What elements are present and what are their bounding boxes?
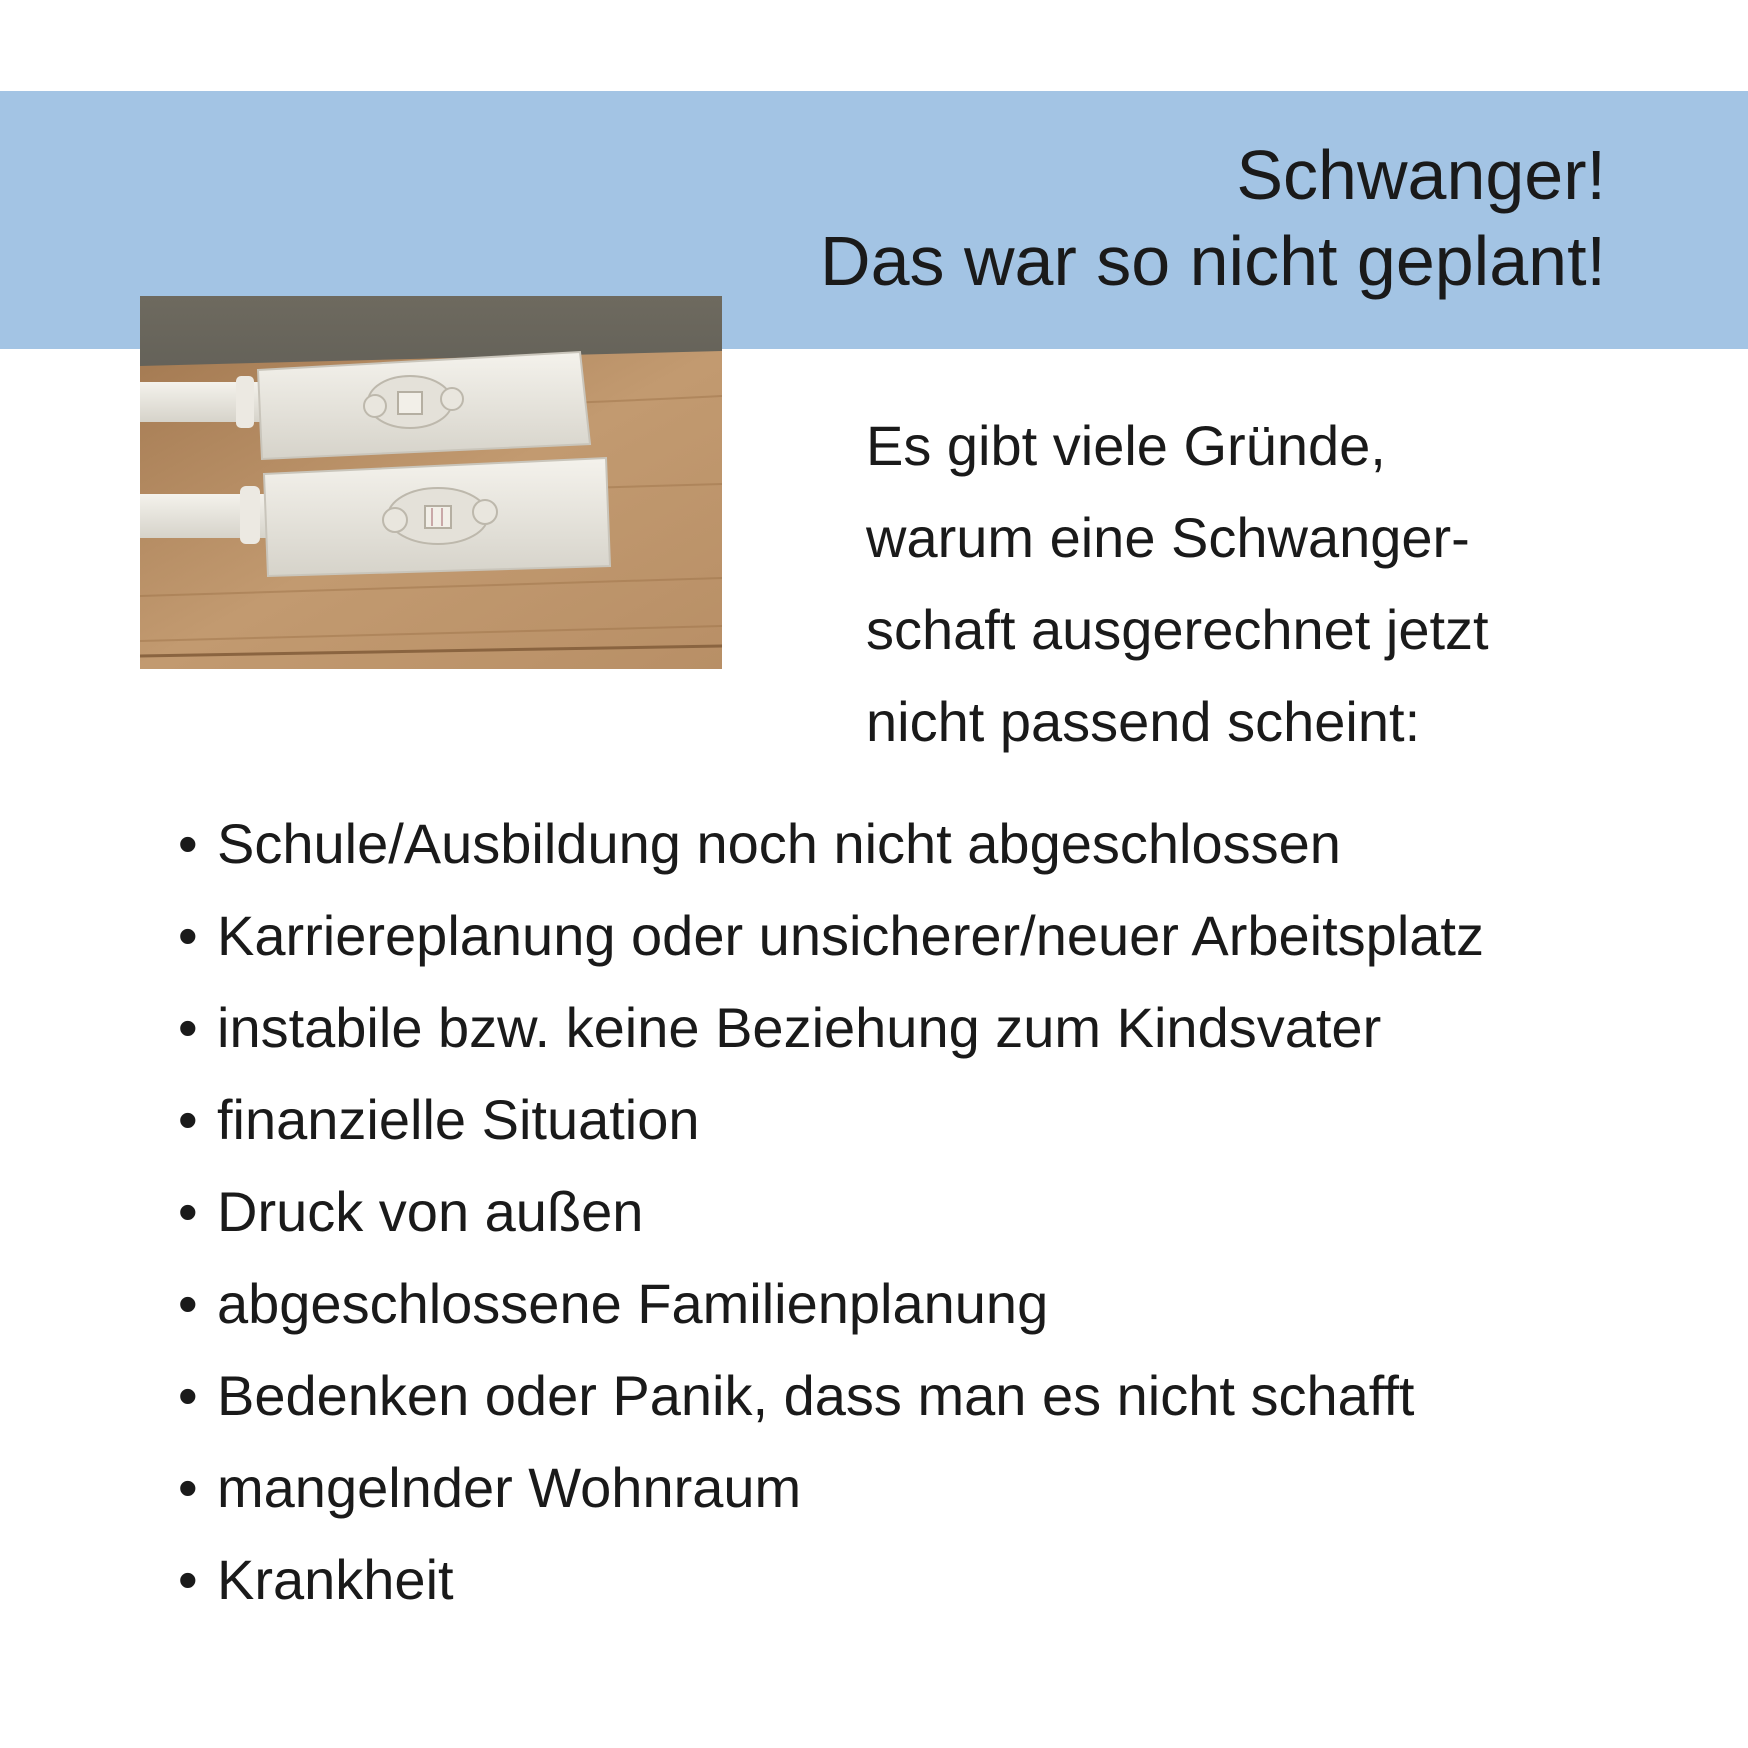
reason-item: • finanzielle Situation — [178, 1074, 1484, 1166]
pregnancy-test-illustration — [140, 296, 722, 669]
intro-line: Es gibt viele Gründe, — [866, 414, 1386, 477]
reason-item: • Krankheit — [178, 1534, 1484, 1626]
reason-item: • Druck von außen — [178, 1166, 1484, 1258]
reason-item: • Schule/Ausbildung noch nicht abgeschlossen — [178, 798, 1484, 890]
intro-line: warum eine Schwanger- — [866, 506, 1470, 569]
reason-item: • abgeschlossene Familienplanung — [178, 1258, 1484, 1350]
intro-text — [866, 400, 1489, 768]
pregnancy-test-photo — [140, 296, 722, 669]
reason-item: • mangelnder Wohnraum — [178, 1442, 1484, 1534]
reason-item: • instabile bzw. keine Beziehung zum Kindsvater — [178, 982, 1484, 1074]
title-line-1: Schwanger! — [1236, 136, 1606, 214]
intro-line: nicht passend scheint: — [866, 690, 1421, 753]
title-line-2: Das war so nicht geplant! — [820, 222, 1606, 300]
intro-line: schaft ausgerechnet jetzt — [866, 598, 1489, 661]
reason-item: • Karriereplanung oder unsicherer/neuer Arbeitsplatz — [178, 890, 1484, 982]
reasons-list — [178, 798, 1484, 1626]
page-title — [820, 132, 1606, 304]
reason-item: • Bedenken oder Panik, dass man es nicht schafft — [178, 1350, 1484, 1442]
